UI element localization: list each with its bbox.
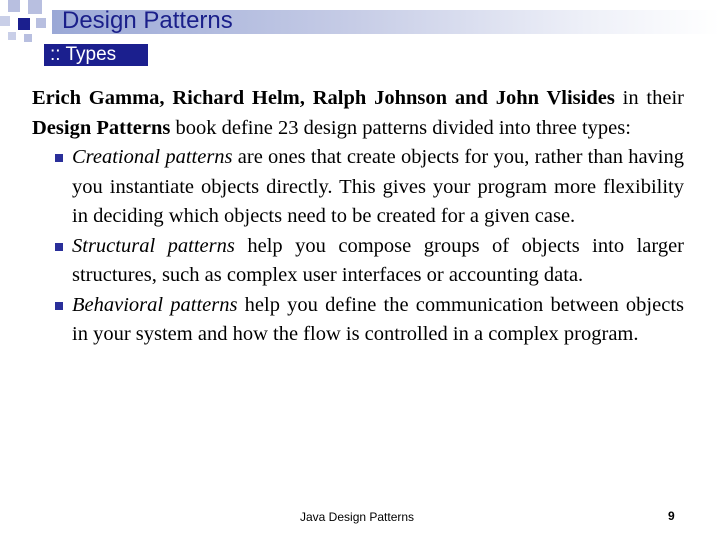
- list-item-creational: [32, 143, 684, 232]
- bullet-text: are ones that create objects for you, rather than having you instantiate objects directly. This gives your program more flexibility in deciding which objects need to be created for a given case.: [72, 146, 684, 227]
- square-bullet-icon: [55, 243, 63, 251]
- pattern-types-list: [32, 143, 684, 350]
- bullet-text: help you compose groups of objects into larger structures, such as complex user interfaces or accounting data.: [72, 234, 684, 286]
- intro-paragraph: [32, 84, 684, 143]
- bullet-term: Structural patterns: [72, 234, 235, 257]
- intro-text-1: in their: [614, 87, 684, 109]
- intro-text-2: book define 23 design patterns divided into three types:: [170, 116, 631, 139]
- bullet-term: Behavioral patterns: [72, 293, 238, 316]
- slide-subtitle: :: Types: [50, 44, 117, 65]
- page-number: 9: [668, 509, 675, 523]
- list-item-structural: [32, 232, 684, 291]
- footer-text: Java Design Patterns: [300, 510, 415, 524]
- list-item-behavioral: [32, 291, 684, 350]
- bullet-text: help you define the communication between objects in your system and how the flow is controlled in a complex program.: [72, 293, 684, 345]
- square-bullet-icon: [55, 154, 63, 162]
- book-title: Design Patterns: [32, 116, 171, 139]
- authors-text: Erich Gamma, Richard Helm, Ralph Johnson and John Vlisides: [32, 87, 615, 109]
- slide-body: [32, 84, 684, 350]
- slide-title: Design Patterns: [62, 7, 233, 34]
- square-bullet-icon: [55, 302, 63, 310]
- bullet-term: Creational patterns: [72, 146, 233, 168]
